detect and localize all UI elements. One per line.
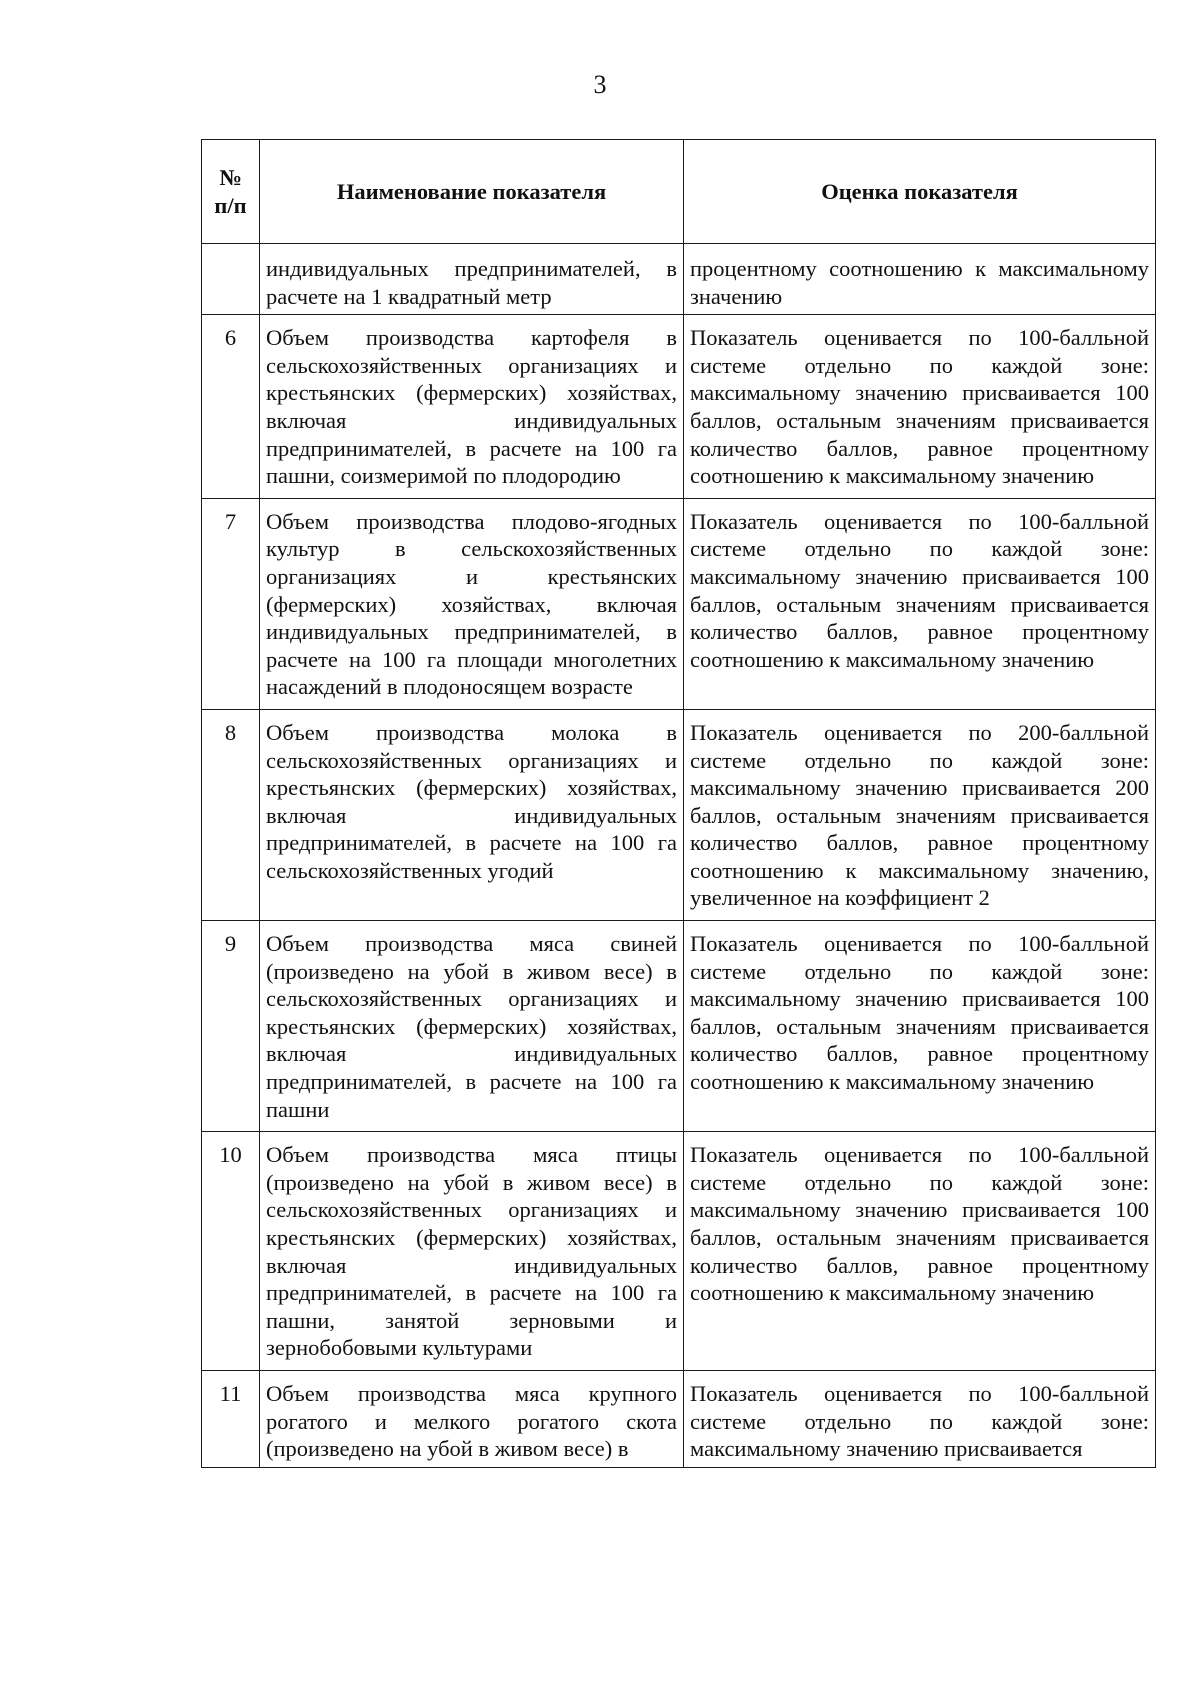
row-number	[202, 244, 260, 315]
indicator-name: Объем производства мяса крупного рогатого и мелкого рогатого скота (произведено на убой в живом весе) в	[260, 1370, 684, 1467]
row-number: 7	[202, 498, 260, 709]
page-number: 3	[593, 70, 607, 99]
indicator-name: Объем производства молока в сельскохозяйственных организациях и крестьянских (фермерских) хозяйствах, включая индивидуальных предпринимателей, в расчете на 100 га сельскохозяйственных угодий	[260, 709, 684, 920]
table-row	[202, 244, 1156, 315]
header-number	[202, 140, 260, 244]
table-body	[202, 244, 1156, 1468]
indicator-evaluation: Показатель оценивается по 100-балльной системе отдельно по каждой зоне: максимальному значению присваивается 100 баллов, остальным значениям присваивается количество баллов, равное процентному соотношению к максимальному значению	[684, 1132, 1156, 1371]
row-number: 9	[202, 921, 260, 1132]
indicator-evaluation: Показатель оценивается по 100-балльной системе отдельно по каждой зоне: максимальному значению присваивается 100 баллов, остальным значениям присваивается количество баллов, равное процентному соотношению к максимальному значению	[684, 921, 1156, 1132]
indicator-name: Объем производства мяса птицы (произведено на убой в живом весе) в сельскохозяйственных организациях и крестьянских (фермерских) хозяйствах, включая индивидуальных предпринимателей, в расчете на 100 га пашни, занятой зерновыми и зернобобовыми культурами	[260, 1132, 684, 1371]
header-number-line-1: №	[219, 164, 242, 190]
row-number: 10	[202, 1132, 260, 1371]
indicator-name: Объем производства плодово-ягодных культур в сельскохозяйственных организациях и крестьянских (фермерских) хозяйствах, включая индивидуальных предпринимателей, в расчете на 100 га площади многолетних насаждений в плодоносящем возрасте	[260, 498, 684, 709]
table-row	[202, 1370, 1156, 1467]
header-name: Наименование показателя	[260, 140, 684, 244]
indicator-evaluation: Показатель оценивается по 100-балльной системе отдельно по каждой зоне: максимальному значению присваивается 100 баллов, остальным значениям присваивается количество баллов, равное процентному соотношению к максимальному значению	[684, 498, 1156, 709]
indicator-evaluation: Показатель оценивается по 100-балльной системе отдельно по каждой зоне: максимальному значению присваивается	[684, 1370, 1156, 1467]
table-row	[202, 498, 1156, 709]
table-row	[202, 315, 1156, 499]
indicator-name: индивидуальных предпринимателей, в расчете на 1 квадратный метр	[260, 244, 684, 315]
table-row	[202, 921, 1156, 1132]
indicator-name: Объем производства картофеля в сельскохозяйственных организациях и крестьянских (фермерских) хозяйствах, включая индивидуальных предпринимателей, в расчете на 100 га пашни, соизмеримой по плодородию	[260, 315, 684, 499]
header-row	[202, 140, 1156, 244]
row-number: 6	[202, 315, 260, 499]
table-header	[202, 140, 1156, 244]
indicators-table	[201, 139, 1156, 1468]
indicator-evaluation: Показатель оценивается по 100-балльной системе отдельно по каждой зоне: максимальному значению присваивается 100 баллов, остальным значениям присваивается количество баллов, равное процентному соотношению к максимальному значению	[684, 315, 1156, 499]
header-number-line-2: п/п	[214, 192, 247, 218]
indicator-name: Объем производства мяса свиней (произведено на убой в живом весе) в сельскохозяйственных организациях и крестьянских (фермерских) хозяйствах, включая индивидуальных предпринимателей, в расчете на 100 га пашни	[260, 921, 684, 1132]
indicator-evaluation: Показатель оценивается по 200-балльной системе отдельно по каждой зоне: максимальному значению присваивается 200 баллов, остальным значениям присваивается количество баллов, равное процентному соотношению к максимальному значению, увеличенное на коэффициент 2	[684, 709, 1156, 920]
row-number: 11	[202, 1370, 260, 1467]
table-row	[202, 709, 1156, 920]
indicator-evaluation: процентному соотношению к максимальному значению	[684, 244, 1156, 315]
header-evaluation: Оценка показателя	[684, 140, 1156, 244]
row-number: 8	[202, 709, 260, 920]
table-row	[202, 1132, 1156, 1371]
